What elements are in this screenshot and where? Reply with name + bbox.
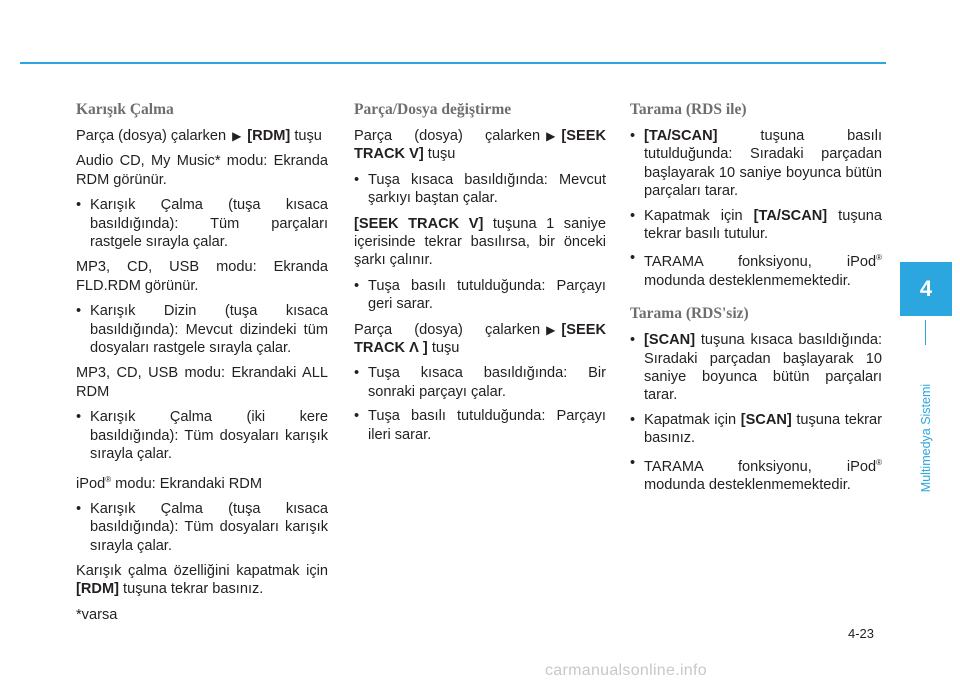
sidebar-divider: [925, 320, 926, 345]
list-item: • Tuşa kısaca basıldığında: Bir sonraki parçayı çalar.: [354, 364, 606, 401]
play-triangle-icon: ▶: [546, 129, 556, 143]
list-item: • Karışık Çalma (tuşa kısaca basıldığında): Tüm dosyaları karışık sırayla çalar.: [76, 500, 328, 555]
paragraph: MP3, CD, USB modu: Ekrandaki ALL RDM: [76, 365, 328, 400]
list-item: • Karışık Dizin (tuşa kısaca basıldığında): Mevcut dizindeki tüm dosyaları rastgele sırayla çalar.: [76, 302, 328, 357]
bullet-list: [76, 500, 328, 555]
section-heading-scan-no-rds: Tarama (RDS'siz): [630, 305, 749, 323]
watermark: carmanualsonline.info: [545, 662, 707, 679]
list-item: • Tuşa basılı tutulduğunda: Parçayı ileri sarar.: [354, 407, 606, 444]
list-item: [630, 331, 882, 405]
section-heading-scan-rds: Tarama (RDS ile): [630, 101, 747, 118]
page-number: 4-23: [848, 626, 875, 641]
list-item: [630, 411, 882, 448]
paragraph: Audio CD, My Music* modu: Ekranda RDM görünür.: [76, 153, 328, 188]
text: Parça (dosya) çalarken: [354, 128, 541, 144]
play-triangle-icon: ▶: [546, 322, 556, 337]
button-label-scan: [SCAN]: [740, 411, 792, 428]
button-label-rdm: [RDM]: [76, 581, 119, 598]
button-label-scan: [SCAN]: [644, 332, 696, 349]
text: tuşu: [294, 128, 322, 144]
text: tuşu: [423, 146, 456, 163]
bullet-list: [76, 196, 328, 251]
text: Kapatmak için: [644, 207, 754, 224]
list-item: • Tuşa basılı tutulduğunda: Parçayı geri sarar.: [354, 277, 606, 314]
paragraph: [354, 127, 606, 164]
column-scan: [630, 100, 882, 501]
text: Parça (dosya) çalarken: [354, 321, 541, 338]
top-rule: [20, 62, 886, 64]
column-random-play: [76, 100, 328, 631]
chapter-tab: 4: [900, 262, 952, 316]
text: tuşuna tekrar basılı tutulur.: [644, 207, 882, 243]
list-item: [630, 454, 882, 495]
text: tuşuna kısaca basıldığında: Sıradaki parçadan başlayarak 10 saniye boyunca bütün parçaları tarar.: [644, 332, 882, 404]
text: tuşuna tekrar basınız.: [118, 581, 264, 598]
registered-mark: ®: [876, 253, 882, 263]
button-label-seek-track-up: [SEEK TRACK Λ ]: [354, 321, 606, 357]
footnote: *varsa: [76, 606, 118, 623]
bullet-list: [630, 331, 882, 494]
text: tuşu: [427, 340, 460, 357]
bullet-list: [76, 408, 328, 463]
paragraph: [76, 562, 328, 599]
button-label-seek-track-down: [SEEK TRACK V]: [354, 128, 606, 163]
button-label-seek-track-down: [SEEK TRACK V]: [354, 215, 484, 232]
text: iPod: [76, 475, 106, 492]
list-item: [630, 249, 882, 290]
text: TARAMA fonksiyonu, iPod: [644, 458, 877, 475]
list-item: • Karışık Çalma (iki kere basıldığında): Tüm dosyaları karışık sırayla çalar.: [76, 408, 328, 463]
column-track-change: [354, 100, 606, 451]
text: modunda desteklenmemektedir.: [644, 272, 851, 289]
text: modunda desteklenmemektedir.: [644, 476, 851, 493]
section-heading-random-play: Karışık Çalma: [76, 101, 174, 118]
text: tuşuna 1 saniye içerisinde tekrar basılırsa, bir önceki şarkı çalınır.: [354, 215, 606, 269]
text: tuşuna basılı tutulduğunda: Sıradaki parçadan başlayarak 10 saniye boyunca bütün parçaları tarar.: [644, 128, 882, 200]
text: TARAMA fonksiyonu, iPod: [644, 254, 877, 271]
bullet-list: [630, 127, 882, 290]
registered-mark: ®: [105, 474, 112, 484]
paragraph: [76, 471, 328, 493]
paragraph: [76, 127, 328, 145]
bullet-list: [354, 277, 606, 314]
text: Parça (dosya) çalarken: [76, 128, 227, 144]
paragraph: [354, 215, 606, 270]
play-triangle-icon: ▶: [232, 129, 242, 143]
bullet-list: [354, 364, 606, 444]
paragraph: [354, 321, 606, 358]
list-item: • Karışık Çalma (tuşa kısaca basıldığında): Tüm parçaları rastgele sırayla çalar.: [76, 196, 328, 251]
chapter-label: Multimedya Sistemi: [919, 383, 933, 493]
text: modu: Ekrandaki RDM: [111, 475, 262, 492]
registered-mark: ®: [876, 457, 882, 467]
text: Kapatmak için: [644, 411, 741, 428]
list-item: • Tuşa kısaca basıldığında: Mevcut şarkıyı baştan çalar.: [354, 171, 606, 208]
button-label-rdm: [RDM]: [247, 128, 291, 144]
bullet-list: [354, 171, 606, 208]
list-item: [630, 127, 882, 201]
bullet-list: [76, 302, 328, 357]
section-heading-track-change: Parça/Dosya değiştirme: [354, 101, 512, 118]
list-item: [630, 207, 882, 244]
text: tuşuna tekrar basınız.: [644, 411, 882, 447]
paragraph: MP3, CD, USB modu: Ekranda FLD.RDM görünür.: [76, 259, 328, 294]
text: Karışık çalma özelliğini kapatmak için: [76, 562, 328, 579]
button-label-ta-scan: [TA/SCAN]: [644, 128, 718, 144]
button-label-ta-scan: [TA/SCAN]: [753, 207, 828, 224]
